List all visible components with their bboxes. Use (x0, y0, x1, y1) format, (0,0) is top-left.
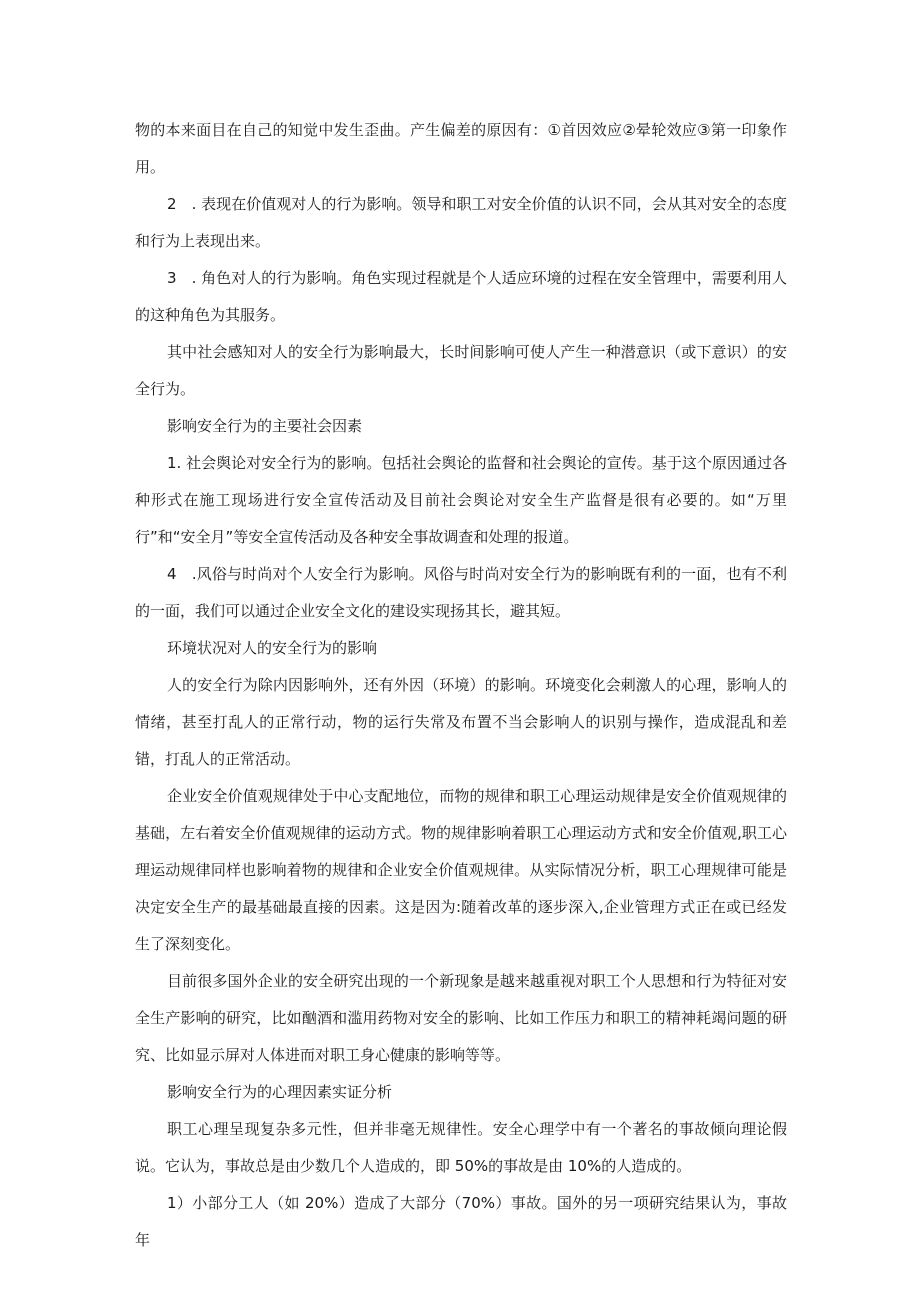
paragraph-perception-bias: 物的本来面目在自己的知觉中发生歪曲。产生偏差的原因有：①首因效应②晕轮效应③第一印象作用。 (135, 121, 787, 176)
paragraph-foreign-research: 目前很多国外企业的安全研究出现的一个新现象是越来越重视对职工个人思想和行为特征对安全生产影响的研究，比如酗酒和滥用药物对安全的影响、比如工作压力和职工的精神耗竭问题的研究、比如显示屏对人体进而对职工身心健康的影响等等。 (135, 972, 787, 1064)
paragraph-environment-effects: 人的安全行为除内因影响外，还有外因（环境）的影响。环境变化会刺激人的心理，影响人的情绪，甚至打乱人的正常行动，物的运行失常及布置不当会影响人的识别与操作，造成混乱和差错，打乱人的正常活动。 (135, 676, 787, 768)
section-heading-psychological-factors: 影响安全行为的心理因素实证分析 (167, 1083, 393, 1101)
section-heading-environment: 环境状况对人的安全行为的影响 (167, 639, 378, 657)
section-heading-social-factors: 影响安全行为的主要社会因素 (167, 417, 363, 435)
document-body (135, 112, 787, 1259)
paragraph-role-influence: 3 . 角色对人的行为影响。角色实现过程就是个人适应环境的过程在安全管理中，需要利用人的这种角色为其服务。 (135, 269, 787, 324)
paragraph-safety-values: 企业安全价值观规律处于中心支配地位，而物的规律和职工心理运动规律是安全价值观规律的基础，左右着安全价值观规律的运动方式。物的规律影响着职工心理运动方式和安全价值观,职工心理运动规律同样也影响着物的规律和企业安全价值观规律。从实际情况分析，职工心理规律可能是决定安全生产的最基础最直接的因素。这是因为:随着改革的逐步深入,企业管理方式正在或已经发生了深刻变化。 (135, 787, 787, 953)
paragraph-accident-proneness: 职工心理呈现复杂多元性，但并非毫无规律性。安全心理学中有一个著名的事故倾向理论假说。它认为，事故总是由少数几个人造成的，即 50%的事故是由 10%的人造成的。 (135, 1120, 787, 1175)
paragraph-public-opinion: 1. 社会舆论对安全行为的影响。包括社会舆论的监督和社会舆论的宣传。基于这个原因通过各种形式在施工现场进行安全宣传活动及目前社会舆论对安全生产监督是很有必要的。如“万里行”和“安全月”等安全宣传活动及各种安全事故调查和处理的报道。 (135, 454, 787, 546)
paragraph-social-perception: 其中社会感知对人的安全行为影响最大，长时间影响可使人产生一种潜意识（或下意识）的安全行为。 (135, 343, 787, 398)
paragraph-minority-workers: 1）小部分工人（如 20%）造成了大部分（70%）事故。国外的另一项研究结果认为，事故年 (135, 1194, 787, 1249)
paragraph-customs-fashion: 4 .风俗与时尚对个人安全行为影响。风俗与时尚对安全行为的影响既有利的一面，也有不利的一面，我们可以通过企业安全文化的建设实现扬其长，避其短。 (135, 565, 787, 620)
paragraph-values-influence: 2 . 表现在价值观对人的行为影响。领导和职工对安全价值的认识不同，会从其对安全的态度和行为上表现出来。 (135, 195, 787, 250)
